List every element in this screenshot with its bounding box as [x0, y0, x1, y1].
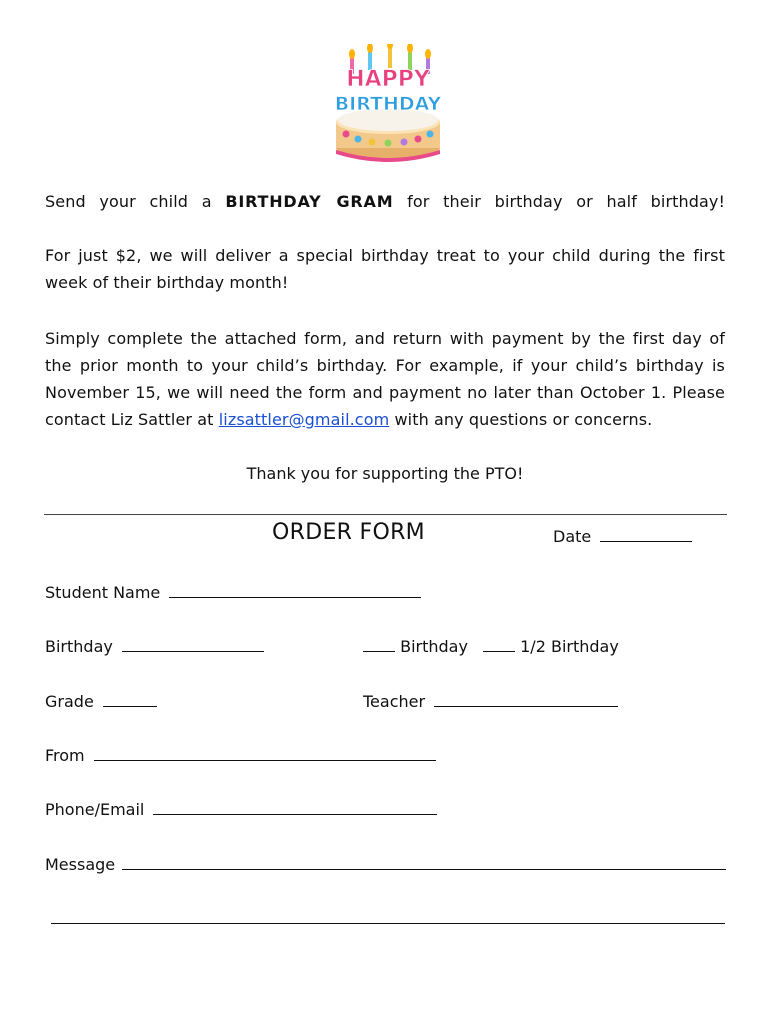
phone-email-blank[interactable]: [153, 797, 437, 815]
contact-email-link[interactable]: lizsattler@gmail.com: [218, 410, 390, 429]
birthday-blank[interactable]: [122, 634, 264, 652]
intro-paragraph: [45, 188, 725, 215]
from-label: From: [45, 746, 85, 765]
cake-body: [336, 109, 440, 162]
birthday-option-label: Birthday: [400, 637, 468, 656]
student-name-blank[interactable]: [169, 580, 421, 598]
birthday-type-options: [363, 634, 619, 659]
message-blank[interactable]: [122, 852, 726, 870]
instructions-text-after: with any questions or concerns.: [394, 410, 653, 429]
from-blank[interactable]: [94, 743, 436, 761]
half-birthday-option-label: 1/2 Birthday: [520, 637, 619, 656]
intro-post: for their birthday or half birthday!: [407, 192, 726, 211]
date-blank[interactable]: [600, 524, 692, 542]
student-name-field: [45, 580, 421, 605]
message-field: [45, 852, 726, 877]
message-continuation-blank[interactable]: [51, 906, 725, 924]
teacher-field: [363, 689, 618, 714]
message-label: Message: [45, 855, 116, 874]
offer-paragraph: For just $2, we will deliver a special birthday treat to your child during the first week of their birthday month!: [45, 246, 725, 292]
intro-pre: Send your child a: [45, 192, 212, 211]
intro-bold: BIRTHDAY GRAM: [225, 192, 394, 211]
from-field: [45, 743, 436, 768]
order-form-title: ORDER FORM: [272, 520, 425, 545]
date-label: Date: [553, 527, 592, 546]
birthday-option-blank[interactable]: [363, 634, 395, 652]
logo-birthday-text: BIRTHDAY: [334, 93, 442, 115]
instructions-paragraph: [45, 325, 725, 433]
instructions-text: Simply complete the attached form, and return with payment by the first day of the prior month to your child’s birthday. For example, if your child’s birthday is November 15, we will need the form and payment no later than October 1. Please contact Liz Sattler at: [45, 329, 725, 429]
birthday-cake-logo: [328, 44, 448, 168]
birthday-field: [45, 634, 264, 659]
phone-email-field: [45, 797, 437, 822]
grade-label: Grade: [45, 692, 94, 711]
phone-email-label: Phone/Email: [45, 800, 145, 819]
birthday-label: Birthday: [45, 637, 113, 656]
section-divider: [44, 514, 727, 515]
grade-field: [45, 689, 157, 714]
thanks-text: Thank you for supporting the PTO!: [246, 464, 524, 483]
grade-blank[interactable]: [103, 689, 157, 707]
teacher-label: Teacher: [363, 692, 426, 711]
student-name-label: Student Name: [45, 583, 161, 602]
date-field: [553, 524, 692, 549]
teacher-blank[interactable]: [434, 689, 618, 707]
logo-happy-text: HAPPY: [346, 67, 430, 92]
half-birthday-option-blank[interactable]: [483, 634, 515, 652]
message-continuation-field: [51, 906, 725, 931]
